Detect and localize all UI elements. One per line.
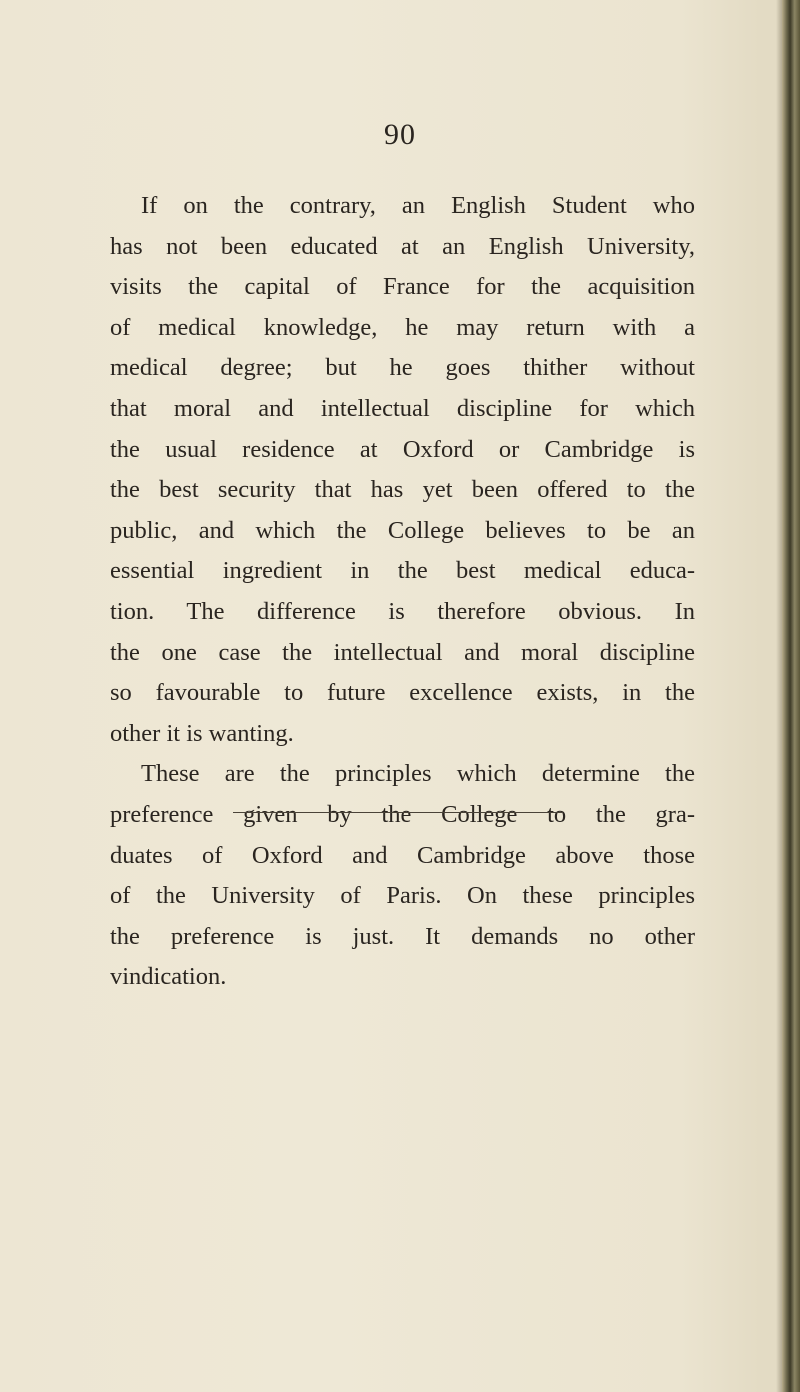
text-line: vindication. [110, 963, 227, 991]
text-line: of the University of Paris. On these principles [110, 882, 695, 910]
text-line: so favourable to future excellence exists, in the [110, 679, 695, 707]
text-line: essential ingredient in the best medical educa- [110, 557, 695, 585]
text-line: medical degree; but he goes thither without [110, 354, 695, 382]
text-line: the preference is just. It demands no other [110, 922, 695, 950]
section-divider-rule [233, 812, 563, 813]
text-line: the best security that has yet been offered to the [110, 476, 695, 504]
page-number: 90 [384, 118, 416, 151]
book-spine [782, 0, 800, 1392]
text-line: that moral and intellectual discipline for which [110, 394, 695, 422]
text-line: of medical knowledge, he may return with a [110, 313, 695, 341]
text-line: the one case the intellectual and moral discipline [110, 638, 695, 666]
text-line: tion. The difference is therefore obvious. In [110, 597, 695, 625]
text-line: has not been educated at an English University, [110, 232, 695, 260]
text-line: These are the principles which determine the [141, 760, 695, 788]
text-line: duates of Oxford and Cambridge above those [110, 841, 695, 869]
body-text [110, 186, 695, 998]
text-line: preference given by the College to the gra- [110, 800, 695, 828]
text-line: If on the contrary, an English Student who [141, 192, 695, 219]
text-line: visits the capital of France for the acquisition [110, 273, 695, 301]
text-line: public, and which the College believes to be an [110, 516, 695, 544]
text-line: the usual residence at Oxford or Cambridge is [110, 435, 695, 463]
text-line: other it is wanting. [110, 719, 294, 747]
